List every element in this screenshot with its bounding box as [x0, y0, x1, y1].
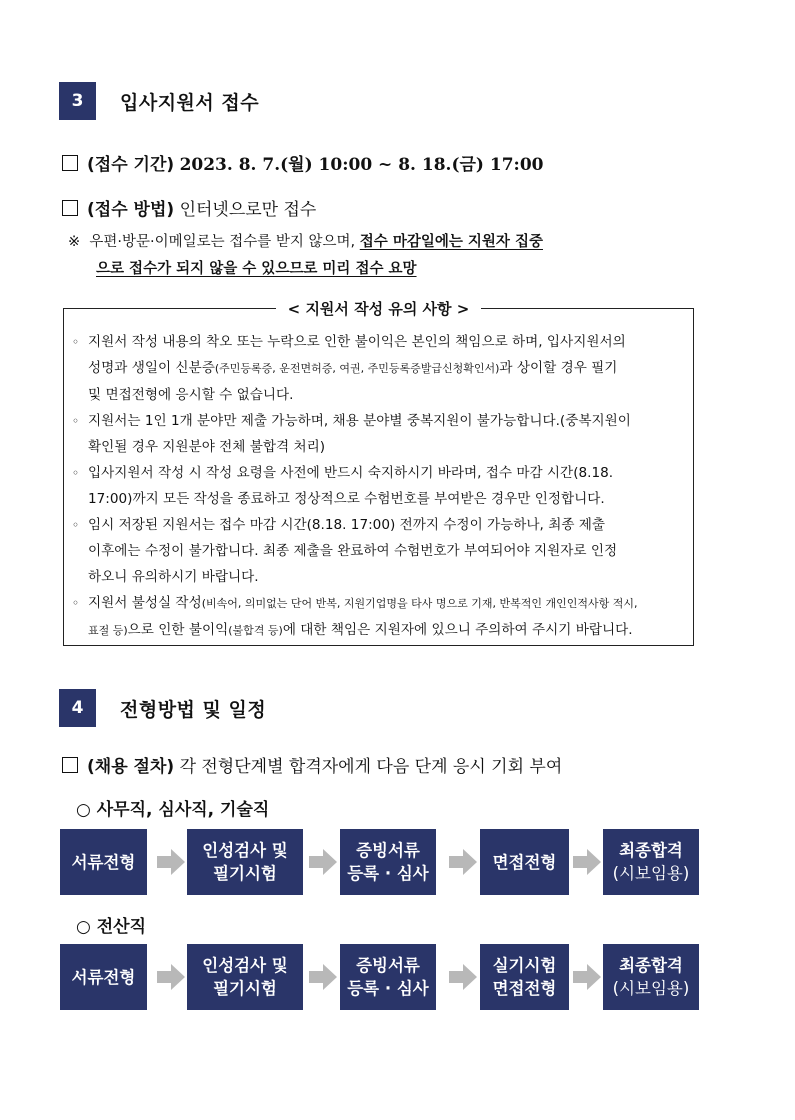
section-3-header [59, 82, 259, 120]
arrow-right-icon [449, 964, 477, 990]
procedure-line [62, 752, 562, 777]
flow-step: 인성검사 및 필기시험 [187, 829, 303, 895]
arrow-right-icon [449, 849, 477, 875]
procedure-value: 각 전형단계별 합격자에게 다음 단계 응시 기회 부여 [179, 757, 563, 777]
flow-step: 서류전형 [60, 829, 147, 895]
arrow-right-icon [309, 964, 337, 990]
group-2-label: ○ 전산직 [76, 917, 147, 937]
bullet-icon: ◦ [72, 518, 80, 532]
note-line-1 [68, 230, 543, 251]
flow-step: 면접전형 [480, 829, 569, 895]
section-4-header [59, 689, 266, 727]
flow-step: 증빙서류 등록 · 심사 [340, 829, 436, 895]
arrow-right-icon [573, 964, 601, 990]
flow-step: 최종합격 (시보임용) [603, 944, 699, 1010]
period-value: 2023. 8. 7.(월) 10:00 ~ 8. 18.(금) 17:00 [179, 155, 544, 175]
checkbox-square-icon [62, 757, 78, 773]
bullet-icon: ◦ [72, 335, 80, 349]
bullet-icon: ◦ [72, 466, 80, 480]
section-number: 3 [59, 82, 96, 120]
note-plain: 우편·방문·이메일로는 접수를 받지 않으며, [89, 234, 356, 250]
reference-mark: ※ [68, 234, 81, 250]
notice-body [72, 329, 685, 644]
group-1-label: ○ 사무직, 심사직, 기술직 [76, 800, 270, 820]
flow-step: 최종합격 (시보임용) [603, 829, 699, 895]
note-emphasis: 접수 마감일에는 지원자 집중 [359, 234, 543, 250]
method-line [62, 195, 316, 220]
flow-step: 인성검사 및 필기시험 [187, 944, 303, 1010]
flow-step: 증빙서류 등록 · 심사 [340, 944, 436, 1010]
section-number: 4 [59, 689, 96, 727]
arrow-right-icon [157, 964, 185, 990]
note-line-2 [96, 257, 417, 278]
method-label: (접수 방법) [87, 200, 175, 220]
notice-title: < 지원서 작성 유의 사항 > [64, 298, 693, 319]
arrow-right-icon [157, 849, 185, 875]
flow-group-1 [60, 829, 700, 895]
bullet-icon: ◦ [72, 414, 80, 428]
arrow-right-icon [573, 849, 601, 875]
section-title: 전형방법 및 일정 [120, 698, 267, 721]
flow-step: 실기시험 면접전형 [480, 944, 569, 1010]
note-emphasis-cont: 으로 접수가 되지 않을 수 있으므로 미리 접수 요망 [96, 261, 417, 277]
section-title: 입사지원서 접수 [120, 91, 260, 114]
checkbox-square-icon [62, 155, 78, 171]
notice-item: ◦ 지원서 작성 내용의 착오 또는 누락으로 인한 불이익은 본인의 책임으로 하며, 입사지원서의 성명과 생일이 신분증(주민등록증, 운전면허증, 여권, 주민등록증발급신청확인서)과 상이할 경우 필기 및 면접전형에 응시할 수 없습니다. [72, 329, 685, 408]
notice-box [63, 300, 694, 646]
notice-item: ◦ 임시 저장된 지원서는 접수 마감 시간(8.18. 17:00) 전까지 수정이 가능하나, 최종 제출 이후에는 수정이 불가합니다. 최종 제출을 완료하여 수험번호가 부여되어야 지원자로 인정 하오니 유의하시기 바랍니다. [72, 512, 685, 590]
notice-item: ◦ 지원서 불성실 작성(비속어, 의미없는 단어 반복, 지원기업명을 타사 명으로 기재, 반복적인 개인인적사항 적시, 표절 등)으로 인한 불이익(불합격 등)에 대한 책임은 지원자에 있으니 주의하여 주시기 바랍니다. [72, 590, 685, 644]
flow-group-2 [60, 944, 700, 1010]
notice-item: ◦ 입사지원서 작성 시 작성 요령을 사전에 반드시 숙지하시기 바라며, 접수 마감 시간(8.18. 17:00)까지 모든 작성을 종료하고 정상적으로 수험번호를 부여받은 경우만 인정합니다. [72, 460, 685, 512]
period-label: (접수 기간) [87, 155, 175, 175]
method-value: 인터넷으로만 접수 [179, 200, 317, 220]
checkbox-square-icon [62, 200, 78, 216]
procedure-label: (채용 절차) [87, 757, 175, 777]
period-line [62, 150, 543, 175]
notice-item: ◦ 지원서는 1인 1개 분야만 제출 가능하며, 채용 분야별 중복지원이 불가능합니다.(중복지원이 확인될 경우 지원분야 전체 불합격 처리) [72, 408, 685, 460]
flow-step: 서류전형 [60, 944, 147, 1010]
arrow-right-icon [309, 849, 337, 875]
bullet-icon: ◦ [72, 596, 80, 610]
